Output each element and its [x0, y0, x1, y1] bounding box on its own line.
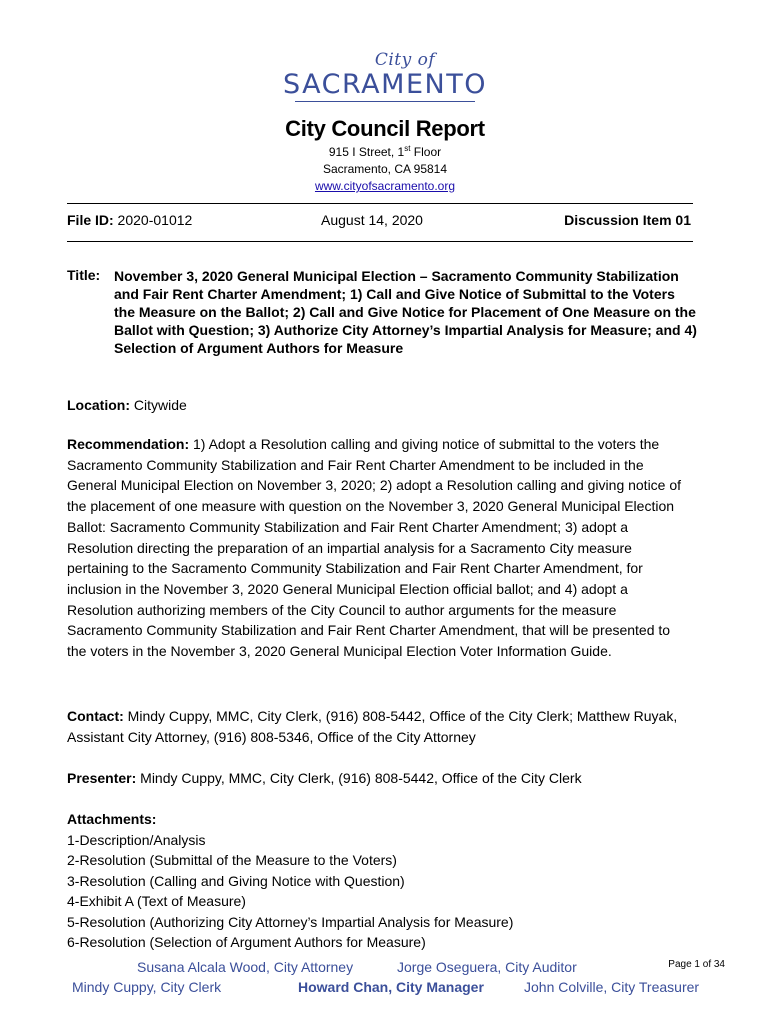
title-text: November 3, 2020 General Municipal Election – Sacramento Community Stabilization and Fair Rent Charter Amendment; 1) Call and Give Notice of Submittal to the Voters the Measure on the Ballot; 2) Call and Give Notice for Placement of One Measure on the Ballot with Question; 3) Authorize City Attorney’s Impartial Analysis for Measure; and 4) Selection of Argument Authors for Measure: [114, 268, 697, 356]
footer-city-attorney: Susana Alcala Wood, City Attorney: [137, 959, 354, 975]
file-id: [67, 212, 192, 228]
meta-row: [67, 212, 693, 232]
presenter-label: Presenter:: [67, 770, 137, 786]
file-id-value: 2020-01012: [113, 212, 193, 228]
header-divider-top: [67, 203, 693, 204]
page-number: Page 1 of 34: [668, 959, 725, 970]
logo-sacramento: SACRAMENTO: [283, 69, 487, 100]
footer-city-manager: Howard Chan, City Manager: [298, 979, 484, 995]
title-label: Title:: [67, 267, 101, 283]
attachments-section: [67, 809, 693, 953]
attachment-item: 3-Resolution (Calling and Giving Notice with Question): [67, 872, 405, 889]
discussion-item: Discussion Item 01: [564, 212, 691, 228]
city-logo: [0, 50, 770, 102]
contact-label: Contact:: [67, 708, 124, 724]
presenter-text: Mindy Cuppy, MMC, City Clerk, (916) 808-5442, Office of the City Clerk: [136, 770, 582, 786]
report-date: August 14, 2020: [321, 212, 423, 228]
attachment-item: 4-Exhibit A (Text of Measure): [67, 893, 246, 909]
recommendation-section: [67, 434, 693, 662]
address-ordinal: st: [404, 144, 411, 153]
attachments-list: [67, 830, 693, 953]
presenter-section: [67, 768, 693, 789]
location-text: Citywide: [130, 397, 187, 413]
location-label: Location:: [67, 397, 130, 413]
address-line-1: [0, 144, 770, 159]
location-section: [67, 395, 693, 416]
logo-city-of: City of: [374, 50, 436, 70]
address-floor: Floor: [410, 145, 442, 159]
report-title: City Council Report: [285, 116, 485, 141]
attachment-item: 1-Description/Analysis: [67, 831, 206, 848]
attachment-item: 2-Resolution (Submittal of the Measure to the Voters): [67, 852, 397, 868]
contact-text: Mindy Cuppy, MMC, City Clerk, (916) 808-5442, Office of the City Clerk; Matthew Ruyak, Assistant City Attorney, (916) 808-5346, Office of the City Attorney: [67, 708, 678, 745]
address-street: 915 I Street, 1: [328, 145, 405, 159]
logo-underline: [295, 101, 475, 102]
footer-city-clerk: Mindy Cuppy, City Clerk: [72, 979, 222, 995]
attachment-item: 5-Resolution (Authorizing City Attorney’s Impartial Analysis for Measure): [67, 913, 514, 930]
recommendation-label: Recommendation:: [67, 436, 190, 452]
website-link[interactable]: www.cityofsacramento.org: [314, 179, 456, 193]
recommendation-text: 1) Adopt a Resolution calling and giving notice of submittal to the voters the Sacramento Community Stabilization and Fair Rent Charter Amendment to be included in the General Municipal Election on November 3, 2020; 2) adopt a Resolution calling and giving notice of the placement of one measure with question on the November 3, 2020 General Municipal Election Ballot: Sacramento Community Stabilization and Fair Rent Charter Amendment; 3) adopt a Resolution directing the preparation of an impartial analysis for a Sacramento City measure pertaining to the Sacramento Community Stabilization and Fair Rent Charter Amendment, for inclusion in the November 3, 2020 General Municipal Election official ballot; and 4) adopt a Resolution authorizing members of the City Council to author arguments for the measure Sacramento Community Stabilization and Fair Rent Charter Amendment, that will be presented to the voters in the November 3, 2020 General Municipal Election Voter Information Guide.: [67, 436, 682, 660]
file-id-label: File ID:: [67, 212, 114, 228]
attachment-item: 6-Resolution (Selection of Argument Authors for Measure): [67, 934, 426, 950]
address-line-2: Sacramento, CA 95814: [322, 162, 448, 176]
attachments-label: Attachments:: [67, 811, 157, 827]
footer-city-auditor: Jorge Oseguera, City Auditor: [397, 959, 577, 975]
footer-city-treasurer: John Colville, City Treasurer: [524, 979, 700, 995]
header-divider-bottom: [67, 241, 693, 242]
contact-section: [67, 706, 693, 747]
